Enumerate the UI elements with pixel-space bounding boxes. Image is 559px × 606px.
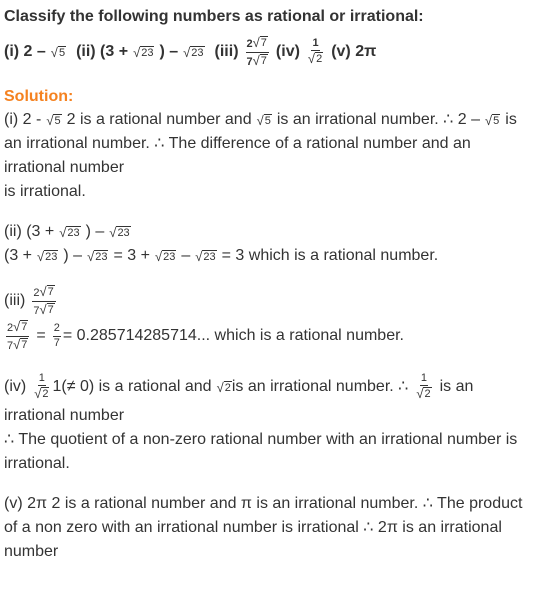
solution-part-4-line-2: irrational number xyxy=(4,407,125,425)
solution-part-3-line-1: (iii) 2 √ 7 7 √ 7 xyxy=(4,284,54,317)
q-part-1-label: (i) 2 – xyxy=(4,43,46,61)
solution-part-3-line-2: 2 √ 7 7 √ 7 = $\frac{2}{7}$ = 0.285714285714... which is a rational number. xyxy=(7,319,404,352)
fraction-1-over-root2: 1 √ 2 xyxy=(34,371,49,402)
solution-part-4-line-1: (iv) 1 √ 2 1(≠ 0) is a rational and √ 2 is an irrational number. ∴ 1 √ 2 is an xyxy=(4,371,474,402)
sqrt-5: √ 5 xyxy=(485,112,500,128)
solution-part-2-line-2: (3 + √ 23 ) – √ 23 = 3 + √ 23 – √ 23 = 3 which is a rational number. xyxy=(4,247,439,265)
q-part-4-label: (iv) xyxy=(275,43,300,61)
fraction-2-over-7: $\frac{2}{7}$ xyxy=(53,322,60,349)
q-part-3-fraction: 2 √ 7 7 √ 7 xyxy=(246,35,267,68)
solution-heading: Solution: xyxy=(4,88,74,106)
question-title: Classify the following numbers as rational or irrational: xyxy=(4,8,424,25)
q-part-3-label: (iii) xyxy=(214,43,239,61)
sqrt-5: √ 5 xyxy=(46,112,61,128)
sqrt-23: √ 23 xyxy=(59,224,80,240)
fraction-2root7-over-7root7: 2 √ 7 7 √ 7 xyxy=(33,284,54,317)
q-part-2-sqrt-2: √ 23 xyxy=(183,44,204,60)
solution-part-2-line-1: (ii) (3 + √ 23 ) – √ 23 xyxy=(4,223,130,241)
sqrt-2: √ 2 xyxy=(216,379,231,395)
q-part-1-sqrt: √ 5 xyxy=(50,44,66,60)
q-part-2-sqrt-1: √ 23 xyxy=(133,44,154,60)
sqrt-23: √ 23 xyxy=(195,248,216,264)
solution-part-5-line-1: (v) 2π 2 is a rational number and π is an irrational number. ∴ The product xyxy=(4,495,523,513)
fraction-1-over-root2: 1 √ 2 xyxy=(416,371,431,402)
solution-part-1-line-4: is irrational. xyxy=(4,183,86,201)
solution-part-4-line-3: ∴ The quotient of a non-zero rational number with an irrational number is xyxy=(4,431,518,449)
sqrt-23: √ 23 xyxy=(37,248,58,264)
solution-part-1-line-3: irrational number xyxy=(4,159,125,177)
fraction-2root7-over-7root7: 2 √ 7 7 √ 7 xyxy=(7,319,28,352)
solution-part-5-line-3: number xyxy=(4,543,59,561)
q-part-5-label: (v) 2π xyxy=(331,43,377,61)
q-part-2-label: (ii) (3 + xyxy=(76,43,129,61)
solution-part-1-line-2: an irrational number. ∴ The difference of a rational number and an xyxy=(4,135,471,153)
sqrt-23: √ 23 xyxy=(154,248,176,264)
question-parts xyxy=(4,36,555,68)
sqrt-23: √ 23 xyxy=(87,248,108,264)
sqrt-23: √ 23 xyxy=(109,224,130,240)
solution-part-5-line-2: of a non zero with an irrational number is irrational ∴ 2π is an irrational xyxy=(4,519,502,537)
q-part-2-mid: ) – xyxy=(159,43,179,61)
sqrt-5: √ 5 xyxy=(256,112,271,128)
solution-part-4-line-4: irrational. xyxy=(4,455,70,473)
q-part-4-fraction: 1 √ 2 xyxy=(307,36,323,67)
solution-part-1-line-1: (i) 2 - √ 5 2 is a rational number and √ 5 is an irrational number. ∴ 2 – √ 5 is xyxy=(4,111,517,129)
